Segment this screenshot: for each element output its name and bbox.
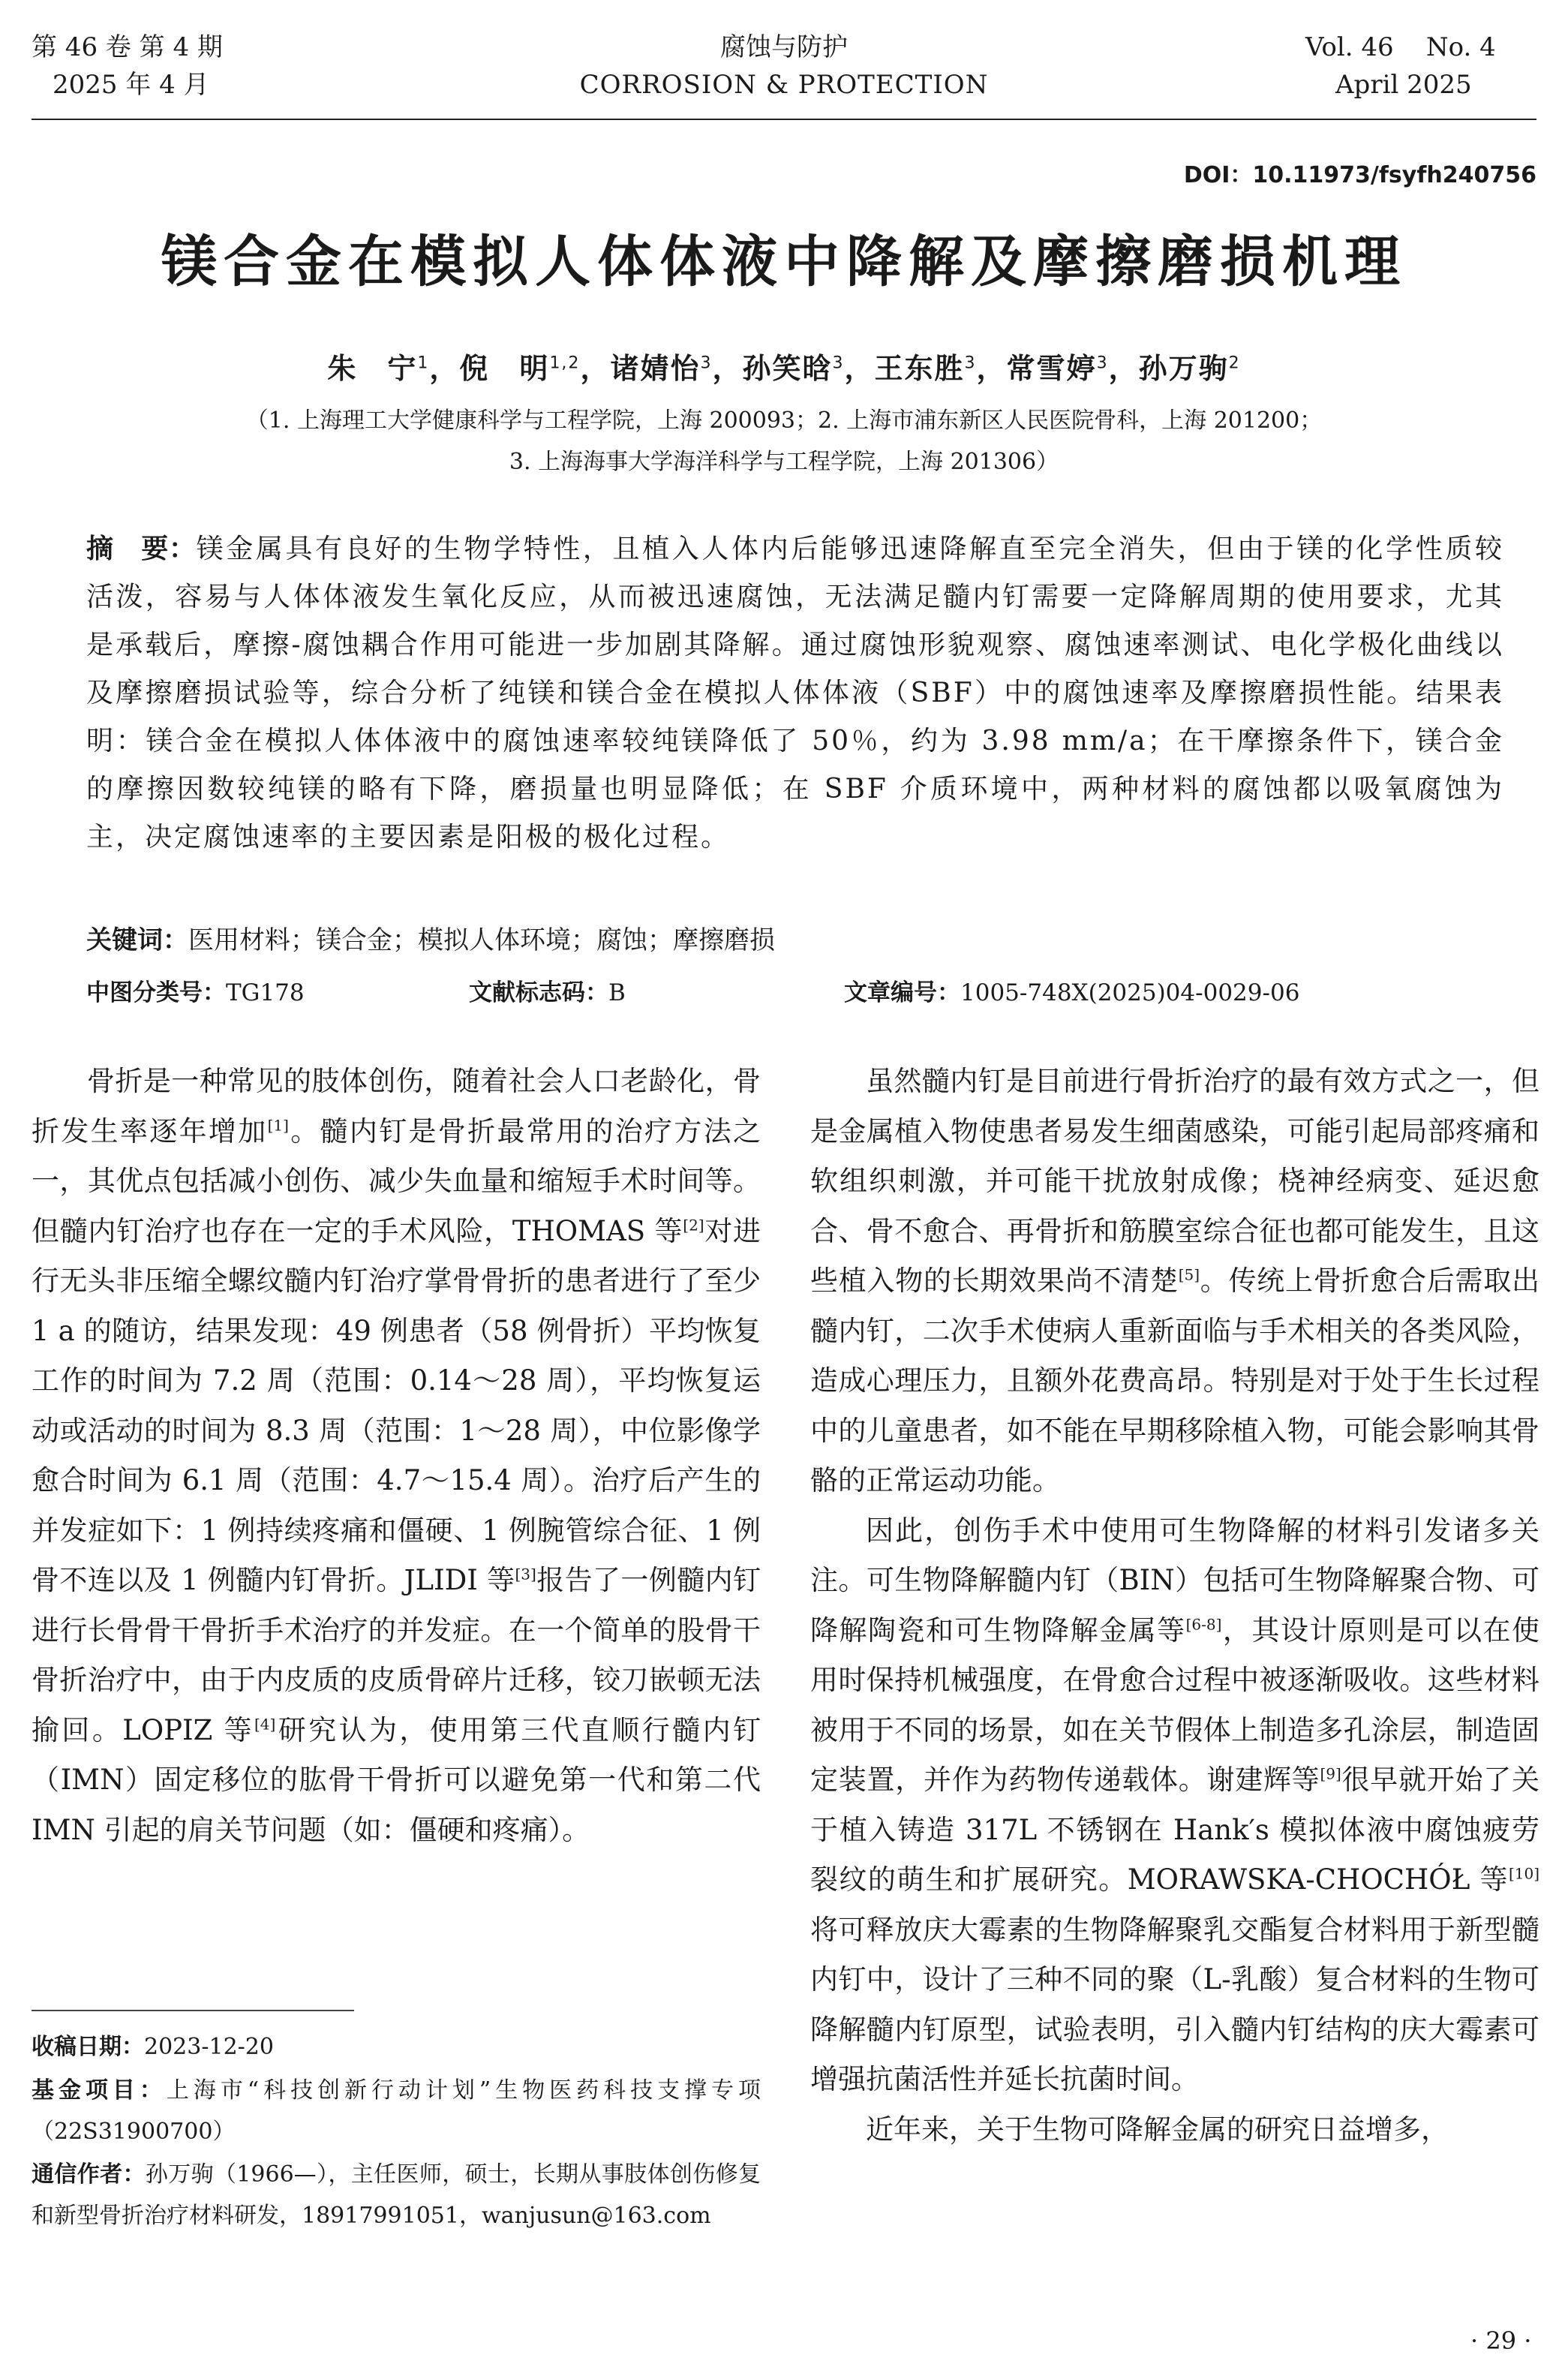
page-number: · 29 · [1470, 2326, 1532, 2355]
article-number-value: 1005-748X(2025)04-0029-06 [960, 979, 1300, 1006]
article-number-label: 文章编号： [844, 979, 960, 1006]
keywords-label: 关键词： [86, 925, 188, 955]
doc-code-label: 文献标志码： [469, 979, 608, 1006]
paragraph: 近年来，关于生物可降解金属的研究日益增多， [866, 2113, 1449, 2146]
author: 孙万驹$^2$ [1138, 352, 1241, 385]
keywords-text: 医用材料；镁合金；模拟人体环境；腐蚀；摩擦磨损 [188, 925, 775, 955]
article-title: 镁合金在模拟人体体液中降解及摩擦磨损机理 [161, 230, 1407, 294]
abstract-label: 摘 要： [86, 534, 197, 564]
citation[interactable]: [10] [1508, 1864, 1539, 1883]
journal-name-cn: 腐蚀与防护 [720, 32, 848, 62]
citation[interactable]: [6-8] [1185, 1615, 1222, 1634]
paragraph: 虽然髓内钉是目前进行骨折治疗的最有效方式之一，但是金属植入物使患者易发生细菌感染，可能引起局部疼痛和软组织刺激，并可能干扰放射成像；桡神经病变、延迟愈合、骨不愈合、再骨折和筋膜室综合征也都可能发生，且这些植入物的长期效果尚不清楚[5]。传统上骨折愈合后需取出髓内钉，二次手术使病人重新面临与手术相关的各类风险，造成心理压力，且额外花费高昂。特别是对于处于生长过程中的儿童患者，如不能在早期移除植入物，可能会影响其骨骼的正常运动功能。 [810, 1065, 1540, 1496]
keywords [86, 922, 1504, 959]
footnote-corresponding-author: 通信作者：孙万驹（1966—），主任医师，硕士，长期从事肢体创伤修复和新型骨折治疗材料研发，18917991051，wanjusun@163.com [32, 2161, 761, 2229]
author: 王东胜$^3$ [874, 352, 977, 385]
citation[interactable]: [9] [1320, 1764, 1341, 1783]
paragraph: 骨折是一种常见的肢体创伤，随着社会人口老龄化，骨折发生率逐年增加[1]。髓内钉是骨折最常用的治疗方法之一，其优点包括减小创伤、减少失血量和缩短手术时间等。但髓内钉治疗也存在一定的手术风险，THOMAS 等[2]对进行无头非压缩全螺纹髓内钉治疗掌骨骨折的患者进行了至少 1 a 的随访，结果发现：49 例患者（58 例骨折）平均恢复工作的时间为 7.2 周（范围：0.14～28 周），平均恢复运动或活动的时间为 8.3 周（范围：1～28 周），中位影像学愈合时间为 6.1 周（范围：4.7～15.4 周）。治疗后产生的并发症如下：1 例持续疼痛和僵硬、1 例腕管综合征、1 例骨不连以及 1 例髓内钉骨折。JLIDI 等[3]报告了一例髓内钉进行长骨骨干骨折手术治疗的并发症。在一个简单的股骨干骨折治疗中，由于内皮质的皮质骨碎片迁移，铰刀嵌顿无法揄回。LOPIZ 等[4]研究认为，使用第三代直顺行髓内钉（IMN）固定移位的肱骨干骨折可以避免第一代和第二代 IMN 引起的肩关节问题（如：僵硬和疼痛）。 [32, 1065, 761, 1846]
author: 倪 明$^{1,2}$ [459, 352, 581, 385]
volume-en: Vol. 46 No. 4 [1305, 32, 1496, 62]
footnote-fund: 基金项目：上海市“科技创新行动计划”生物医药科技支撑专项（22S31900700） [32, 2077, 761, 2145]
body-left-column [32, 1057, 761, 1855]
paragraph: 因此，创伤手术中使用可生物降解的材料引发诸多关注。可生物降解髓内钉（BIN）包括可生物降解聚合物、可降解陶瓷和可生物降解金属等[6-8]，其设计原则是可以在使用时保持机械强度，在骨愈合过程中被逐渐吸收。这些材料被用于不同的场景，如在关节假体上制造多孔涂层，制造固定装置，并作为药物传递载体。谢建辉等[9]很早就开始了关于植入铸造 317L 不锈钢在 Hank′s 模拟体液中腐蚀疲劳裂纹的萌生和扩展研究。MORAWSKA-CHOCHÓŁ 等[10]将可释放庆大霉素的生物降解聚乳交酯复合材料用于新型髓内钉中，设计了三种不同的聚（L-乳酸）复合材料的生物可降解髓内钉原型，试验表明，引入髓内钉结构的庆大霉素可增强抗菌活性并延长抗菌时间。 [810, 1514, 1540, 2095]
footnote-received: 收稿日期：2023-12-20 [32, 2034, 274, 2060]
body-right-column [810, 1057, 1539, 2155]
citation[interactable]: [5] [1178, 1265, 1200, 1284]
affiliation-line-2: 3. 上海海事大学海洋科学与工程学院，上海 201306） [509, 449, 1059, 475]
affiliation-line-1: （1. 上海理工大学健康科学与工程学院，上海 200093；2. 上海市浦东新区人民医院骨科，上海 201200； [245, 408, 1323, 434]
date-cn: 2025 年 4 月 [53, 70, 209, 100]
doi[interactable]: DOI：10.11973/fsyfh240756 [1183, 162, 1536, 188]
header-right [1305, 29, 1497, 104]
date-en: April 2025 [1335, 70, 1472, 100]
author: 孙笑晗$^3$ [742, 352, 845, 385]
author: 朱 宁$^1$ [327, 352, 430, 385]
header-rule [32, 119, 1536, 120]
clc-value: TG178 [226, 979, 305, 1006]
classification-line [86, 974, 1504, 1012]
journal-name-en: CORROSION & PROTECTION [579, 70, 989, 100]
citation[interactable]: [3] [515, 1565, 536, 1583]
doc-code-value: B [608, 979, 626, 1006]
clc-label: 中图分类号： [86, 979, 226, 1006]
abstract [86, 525, 1504, 862]
volume-cn: 第 46 卷 第 4 期 [32, 32, 223, 62]
author-list: 朱 宁$^1$，倪 明$^{1,2}$，诸婧怡$^3$，孙笑晗$^3$，王东胜$^3$，常雪婷$^3$，孙万驹$^2$ [327, 352, 1241, 385]
footnote-rule [32, 2010, 354, 2011]
citation[interactable]: [2] [683, 1216, 704, 1235]
author: 常雪婷$^3$ [1006, 352, 1109, 385]
author: 诸婧怡$^3$ [610, 352, 713, 385]
citation[interactable]: [4] [254, 1715, 276, 1734]
citation[interactable]: [1] [267, 1116, 289, 1135]
abstract-text: 镁金属具有良好的生物学特性，且植入人体内后能够迅速降解直至完全消失，但由于镁的化学性质较活泼，容易与人体体液发生氧化反应，从而被迅速腐蚀，无法满足髓内钉需要一定降解周期的使用要求，尤其是承载后，摩擦-腐蚀耦合作用可能进一步加剧其降解。通过腐蚀形貌观察、腐蚀速率测试、电化学极化曲线以及摩擦磨损试验等，综合分析了纯镁和镁合金在模拟人体体液（SBF）中的腐蚀速率及摩擦磨损性能。结果表明：镁合金在模拟人体体液中的腐蚀速率较纯镁降低了 50％，约为 3.98 mm/a；在干摩擦条件下，镁合金的摩擦因数较纯镁的略有下降，磨损量也明显降低；在 SBF 介质环境中，两种材料的腐蚀都以吸氧腐蚀为主，决定腐蚀速率的主要因素是阳极的极化过程。 [86, 534, 1504, 853]
